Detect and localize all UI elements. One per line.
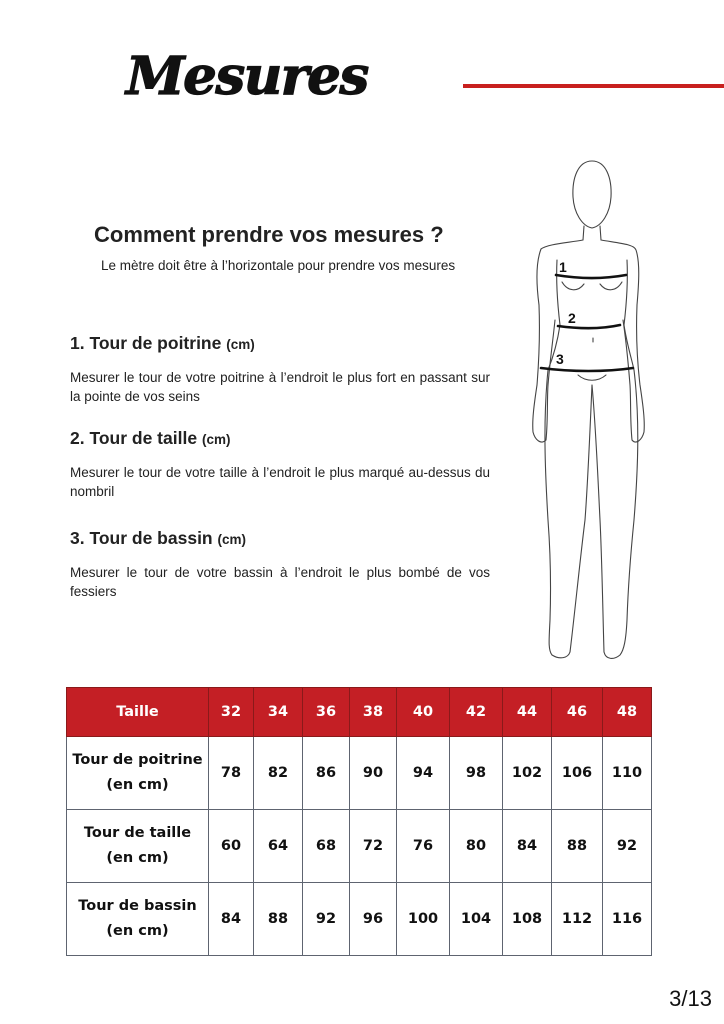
table-row: [67, 737, 652, 810]
step-title-text: 1. Tour de poitrine: [70, 333, 222, 353]
row-label: Tour de poitrine: [72, 752, 203, 768]
size-header-cell: 40: [397, 688, 450, 737]
value-cell: 82: [254, 737, 303, 810]
value-cell: 76: [397, 810, 450, 883]
value-cell: 92: [303, 883, 350, 956]
table-header-row: [67, 688, 652, 737]
size-header-cell: 32: [209, 688, 254, 737]
step-waist: [70, 428, 490, 501]
size-header-cell: 42: [450, 688, 503, 737]
size-header-cell: 38: [350, 688, 397, 737]
value-cell: 98: [450, 737, 503, 810]
value-cell: 68: [303, 810, 350, 883]
step-hips: [70, 528, 490, 601]
marker-1: 1: [559, 259, 567, 275]
step-chest: [70, 333, 490, 406]
row-label-unit: (en cm): [106, 923, 169, 939]
value-cell: 94: [397, 737, 450, 810]
step-unit: (cm): [201, 432, 231, 447]
value-cell: 116: [603, 883, 652, 956]
row-label-cell: [67, 737, 209, 810]
step-description: Mesurer le tour de votre poitrine à l’endroit le plus fort en passant sur la pointe de vos seins: [70, 370, 490, 404]
size-header-cell: 34: [254, 688, 303, 737]
guide-subtitle: Le mètre doit être à l’horizontale pour prendre vos mesures: [101, 258, 456, 273]
row-label-cell: [67, 883, 209, 956]
header-cell-taille: Taille: [67, 688, 209, 737]
value-cell: 108: [503, 883, 552, 956]
value-cell: 80: [450, 810, 503, 883]
table-row: [67, 810, 652, 883]
size-header-cell: 48: [603, 688, 652, 737]
guide-heading: Comment prendre vos mesures ?: [94, 222, 444, 247]
step-title: [70, 333, 490, 354]
value-cell: 96: [350, 883, 397, 956]
value-cell: 100: [397, 883, 450, 956]
page-title: Mesures: [126, 46, 368, 107]
value-cell: 88: [254, 883, 303, 956]
step-title-text: 3. Tour de bassin: [70, 528, 213, 548]
step-unit: (cm): [217, 532, 247, 547]
value-cell: 88: [552, 810, 603, 883]
page-number: 3/13: [669, 986, 712, 1011]
row-label-cell: [67, 810, 209, 883]
title-rule: [463, 84, 724, 88]
value-cell: 90: [350, 737, 397, 810]
value-cell: 86: [303, 737, 350, 810]
step-title: [70, 428, 490, 449]
value-cell: 84: [209, 883, 254, 956]
value-cell: 64: [254, 810, 303, 883]
row-label: Tour de bassin: [78, 898, 197, 914]
value-cell: 104: [450, 883, 503, 956]
marker-3: 3: [556, 351, 564, 367]
step-description: Mesurer le tour de votre bassin à l’endroit le plus bombé de vos fessiers: [70, 565, 490, 599]
size-header-cell: 36: [303, 688, 350, 737]
step-unit: (cm): [226, 337, 255, 352]
value-cell: 60: [209, 810, 254, 883]
marker-2: 2: [568, 310, 576, 326]
step-title: [70, 528, 490, 549]
row-label: Tour de taille: [83, 825, 192, 841]
size-header-cell: 44: [503, 688, 552, 737]
table-row: [67, 883, 652, 956]
size-header-cell: 46: [552, 688, 603, 737]
row-label-unit: (en cm): [106, 777, 169, 793]
body-figure-illustration: [525, 155, 645, 670]
step-description: Mesurer le tour de votre taille à l’endroit le plus marqué au-dessus du nombril: [70, 465, 490, 499]
value-cell: 72: [350, 810, 397, 883]
value-cell: 92: [603, 810, 652, 883]
value-cell: 106: [552, 737, 603, 810]
size-table: [66, 687, 652, 956]
row-label-unit: (en cm): [106, 850, 169, 866]
value-cell: 112: [552, 883, 603, 956]
value-cell: 110: [603, 737, 652, 810]
value-cell: 78: [209, 737, 254, 810]
value-cell: 84: [503, 810, 552, 883]
value-cell: 102: [503, 737, 552, 810]
step-title-text: 2. Tour de taille: [70, 428, 198, 448]
